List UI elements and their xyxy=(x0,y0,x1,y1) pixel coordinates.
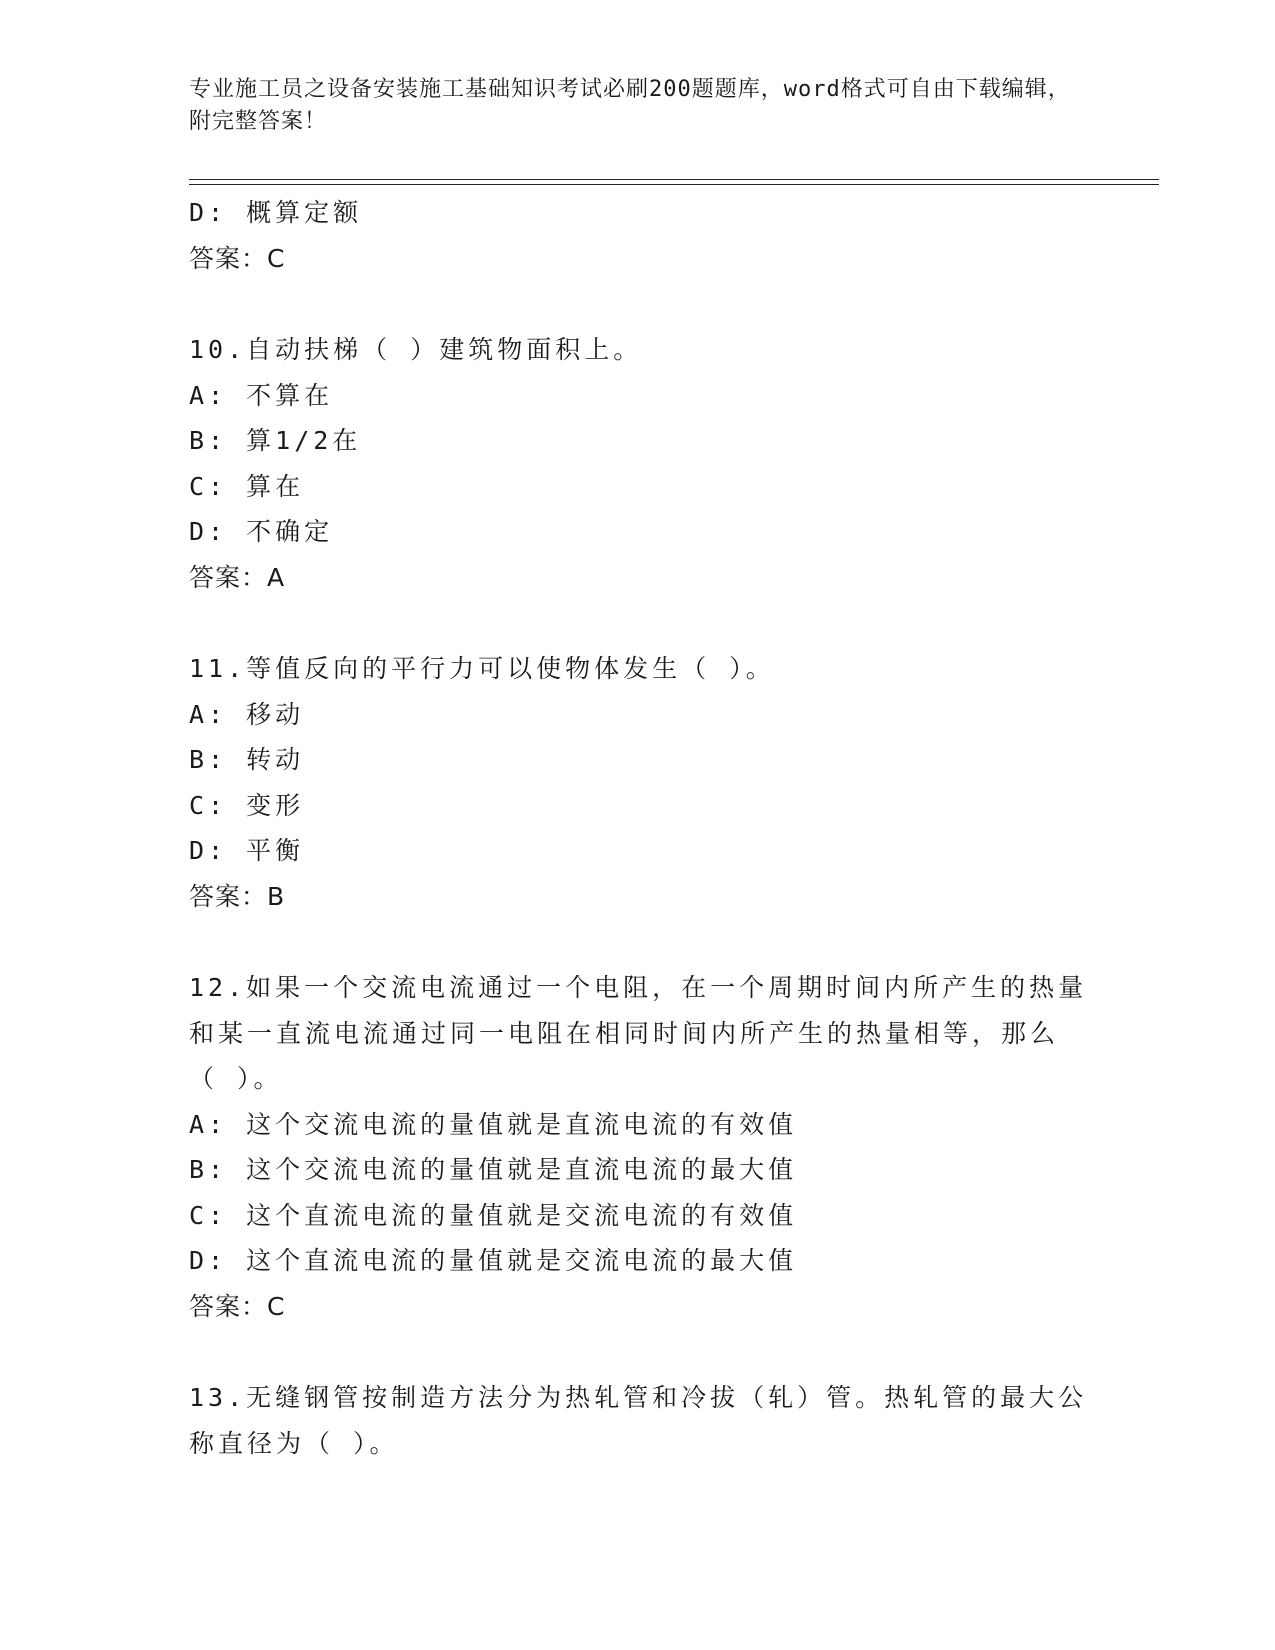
option-c: C: 算在 xyxy=(189,471,305,501)
question-11 xyxy=(189,646,1089,919)
answer: 答案：B xyxy=(189,881,286,911)
answer: 答案：C xyxy=(189,1291,286,1321)
option-d: D: 不确定 xyxy=(189,517,334,546)
option-c: C: 这个直流电流的量值就是交流电流的有效值 xyxy=(189,1200,798,1230)
question-stem: 10.自动扶梯（ ）建筑物面积上。 xyxy=(189,335,643,364)
option-d: D: 概算定额 xyxy=(189,198,363,227)
document-header: 专业施工员之设备安装施工基础知识考试必刷200题题库，word格式可自由下载编辑，附完整答案！ xyxy=(189,77,1071,134)
option-c: C: 变形 xyxy=(189,790,305,820)
option-b: B: 这个交流电流的量值就是直流电流的最大值 xyxy=(189,1155,798,1184)
question-list xyxy=(189,190,1089,1466)
option-d: D: 这个直流电流的量值就是交流电流的最大值 xyxy=(189,1246,798,1275)
option-a: A: 移动 xyxy=(189,699,305,729)
option-a: A: 这个交流电流的量值就是直流电流的有效值 xyxy=(189,1109,798,1139)
question-stem-line: 和某一直流电流通过同一电阻在相同时间内所产生的热量相等，那么 xyxy=(189,1018,1060,1048)
answer: 答案：C xyxy=(189,243,286,273)
question-stem-line: 13.无缝钢管按制造方法分为热轧管和冷拔（轧）管。热轧管的最大公 xyxy=(189,1383,1088,1412)
option-b: B: 算1/2在 xyxy=(189,426,362,455)
question-13 xyxy=(189,1375,1089,1466)
header-divider-bottom xyxy=(189,184,1159,185)
question-stem-line: （ ）。 xyxy=(189,1064,283,1093)
option-b: B: 转动 xyxy=(189,745,305,774)
question-stem-line: 12.如果一个交流电流通过一个电阻，在一个周期时间内所产生的热量 xyxy=(189,973,1088,1002)
question-stem: 11.等值反向的平行力可以使物体发生（ ）。 xyxy=(189,654,775,683)
option-d: D: 平衡 xyxy=(189,836,305,865)
question-10 xyxy=(189,327,1089,600)
answer: 答案：A xyxy=(189,562,286,592)
question-stem-line: 称直径为（ ）。 xyxy=(189,1428,399,1458)
header-divider-top xyxy=(189,179,1159,180)
option-a: A: 不算在 xyxy=(189,380,334,410)
question-12 xyxy=(189,965,1089,1329)
